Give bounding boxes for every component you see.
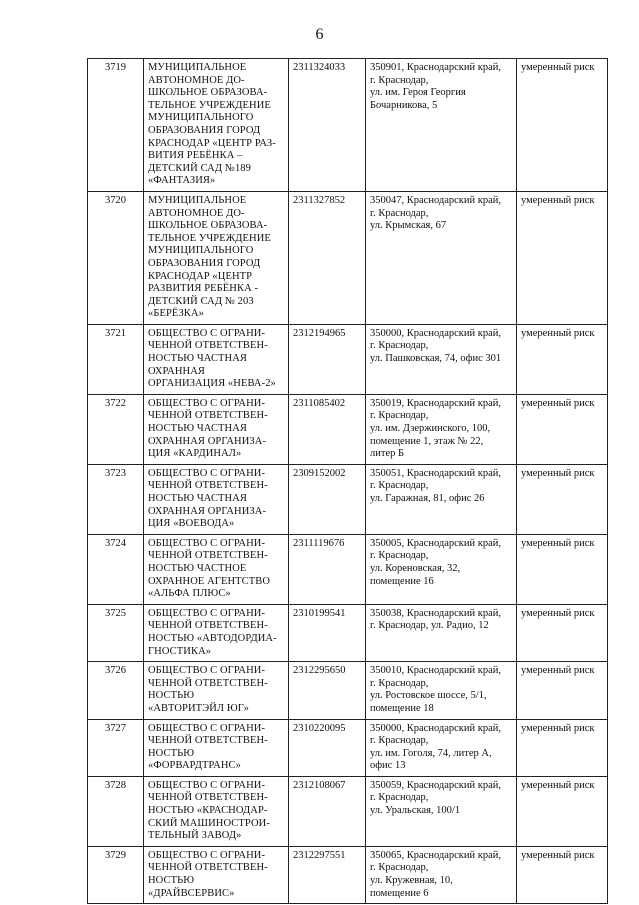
- address-line: ул. им. Дзержинского, 100,: [370, 423, 491, 435]
- address-line: помещение 18: [370, 702, 434, 714]
- organization-name: [144, 604, 289, 661]
- organization-name-line: ЧЕННОЙ ОТВЕТСТВЕН-: [148, 480, 268, 492]
- organization-name-line: НОСТЬЮ «АВТОДОРДИА-: [148, 632, 277, 644]
- organization-name-line: «ДРАЙВСЕРВИС»: [148, 887, 235, 899]
- organization-name-line: ЧЕННОЙ ОТВЕТСТВЕН-: [148, 550, 268, 562]
- organization-name-line: СКИЙ МАШИНОСТРОИ-: [148, 817, 270, 829]
- organization-name-line: ОБЩЕСТВО С ОГРАНИ-: [148, 779, 266, 791]
- organization-name-line: ОБЩЕСТВО С ОГРАНИ-: [148, 722, 266, 734]
- organization-name-line: ОХРАННАЯ: [148, 365, 205, 377]
- address-line: 350051, Краснодарский край,: [370, 467, 502, 479]
- row-number: 3725: [88, 604, 144, 661]
- registry-table: [87, 58, 608, 904]
- risk-category: умеренный риск: [517, 191, 608, 324]
- address: [366, 719, 517, 776]
- table-row: [88, 604, 608, 661]
- row-number: 3728: [88, 776, 144, 846]
- organization-name-line: ТЕЛЬНЫЙ ЗАВОД»: [148, 830, 242, 842]
- organization-name-line: ОБРАЗОВАНИЯ ГОРОД: [148, 124, 261, 136]
- organization-name-line: ОБЩЕСТВО С ОГРАНИ-: [148, 537, 266, 549]
- address-line: помещение 1, этаж № 22,: [370, 435, 484, 447]
- risk-category: умеренный риск: [517, 534, 608, 604]
- organization-name-line: ОХРАННАЯ ОРГАНИЗА-: [148, 505, 267, 517]
- risk-category: умеренный риск: [517, 59, 608, 192]
- address-line: ул. им. Гоголя, 74, литер А,: [370, 747, 492, 759]
- organization-name-line: ОХРАННОЕ АГЕНТСТВО: [148, 575, 271, 587]
- organization-name-line: МУНИЦИПАЛЬНОЕ: [148, 62, 247, 73]
- address-line: ул. Ростовское шоссе, 5/1,: [370, 690, 487, 702]
- inn-number: 2310220095: [289, 719, 366, 776]
- organization-name-line: ЧЕННОЙ ОТВЕТСТВЕН-: [148, 735, 268, 747]
- organization-name-line: НОСТЬЮ: [148, 747, 195, 759]
- table-row: [88, 394, 608, 464]
- address-line: 350901, Краснодарский край,: [370, 62, 502, 73]
- inn-number: 2309152002: [289, 464, 366, 534]
- organization-name: [144, 191, 289, 324]
- address-line: 350005, Краснодарский край,: [370, 537, 502, 549]
- organization-name-line: ШКОЛЬНОЕ ОБРАЗОВА-: [148, 220, 268, 232]
- address-line: ул. Гаражная, 81, офис 26: [370, 493, 485, 504]
- organization-name-line: ОБЩЕСТВО С ОГРАНИ-: [148, 467, 266, 479]
- address-line: 350065, Краснодарский край,: [370, 849, 502, 861]
- organization-name-line: НОСТЬЮ ЧАСТНАЯ: [148, 493, 248, 504]
- address-line: г. Краснодар,: [370, 340, 429, 352]
- organization-name-line: АВТОНОМНОЕ ДО-: [148, 74, 245, 86]
- organization-name-line: НОСТЬЮ ЧАСТНАЯ: [148, 353, 248, 365]
- organization-name-line: ЧЕННОЙ ОТВЕТСТВЕН-: [148, 340, 268, 352]
- organization-name-line: «ФОРВАРДТРАНС»: [148, 760, 241, 772]
- address-line: 350010, Краснодарский край,: [370, 665, 502, 677]
- organization-name: [144, 59, 289, 192]
- row-number: 3729: [88, 846, 144, 903]
- row-number: 3724: [88, 534, 144, 604]
- row-number: 3726: [88, 662, 144, 719]
- address: [366, 534, 517, 604]
- organization-name-line: ДЕТСКИЙ САД №189: [148, 162, 252, 174]
- address-line: г. Краснодар,: [370, 550, 429, 562]
- inn-number: 2312295650: [289, 662, 366, 719]
- row-number: 3723: [88, 464, 144, 534]
- address-line: помещение 6: [370, 887, 429, 899]
- organization-name-line: ДЕТСКИЙ САД № 203: [148, 295, 254, 307]
- organization-name-line: МУНИЦИПАЛЬНОГО: [148, 245, 254, 257]
- inn-number: 2310199541: [289, 604, 366, 661]
- address-line: г. Краснодар, ул. Радио, 12: [370, 620, 489, 632]
- risk-category: умеренный риск: [517, 846, 608, 903]
- organization-name-line: НОСТЬЮ: [148, 690, 195, 702]
- row-number: 3721: [88, 324, 144, 394]
- organization-name: [144, 394, 289, 464]
- organization-name-line: КРАСНОДАР «ЦЕНТР РАЗ-: [148, 137, 276, 149]
- organization-name-line: ЦИЯ «ВОЕВОДА»: [148, 518, 235, 530]
- address-line: ул. им. Героя Георгия: [370, 87, 466, 99]
- address-line: г. Краснодар,: [370, 792, 429, 804]
- organization-name-line: ОБЩЕСТВО С ОГРАНИ-: [148, 327, 266, 339]
- inn-number: 2311327852: [289, 191, 366, 324]
- risk-category: умеренный риск: [517, 604, 608, 661]
- inn-number: 2311085402: [289, 394, 366, 464]
- organization-name-line: ЧЕННОЙ ОТВЕТСТВЕН-: [148, 862, 268, 874]
- organization-name-line: ШКОЛЬНОЕ ОБРАЗОВА-: [148, 87, 268, 99]
- row-number: 3720: [88, 191, 144, 324]
- address: [366, 662, 517, 719]
- table-row: [88, 324, 608, 394]
- organization-name-line: ОБЩЕСТВО С ОГРАНИ-: [148, 849, 266, 861]
- address-line: г. Краснодар,: [370, 480, 429, 492]
- organization-name-line: «АВТОРИТЭЙЛ ЮГ»: [148, 702, 250, 714]
- organization-name-line: НОСТЬЮ ЧАСТНОЕ: [148, 562, 247, 574]
- address-line: ул. Уральская, 100/1: [370, 805, 461, 817]
- organization-name-line: ЧЕННОЙ ОТВЕТСТВЕН-: [148, 677, 268, 689]
- page-number: 6: [315, 26, 324, 43]
- organization-name-line: НОСТЬЮ ЧАСТНАЯ: [148, 423, 248, 435]
- address-line: Бочарникова, 5: [370, 99, 438, 111]
- organization-name-line: АВТОНОМНОЕ ДО-: [148, 207, 245, 219]
- address-line: г. Краснодар,: [370, 207, 429, 219]
- organization-name: [144, 534, 289, 604]
- address: [366, 191, 517, 324]
- organization-name-line: ОБЩЕСТВО С ОГРАНИ-: [148, 397, 266, 409]
- table-row: [88, 662, 608, 719]
- address-line: 350019, Краснодарский край,: [370, 397, 502, 409]
- address-line: г. Краснодар,: [370, 74, 429, 86]
- address-line: литер Б: [370, 448, 405, 460]
- organization-name-line: НОСТЬЮ «КРАСНОДАР-: [148, 805, 268, 817]
- inn-number: 2311324033: [289, 59, 366, 192]
- address-line: г. Краснодар,: [370, 735, 429, 747]
- row-number: 3727: [88, 719, 144, 776]
- address-line: г. Краснодар,: [370, 862, 429, 874]
- organization-name-line: ТЕЛЬНОЕ УЧРЕЖДЕНИЕ: [148, 99, 271, 111]
- organization-name-line: КРАСНОДАР «ЦЕНТР: [148, 270, 253, 282]
- risk-category: умеренный риск: [517, 394, 608, 464]
- risk-category: умеренный риск: [517, 662, 608, 719]
- address-line: 350000, Краснодарский край,: [370, 327, 502, 339]
- address-line: 350038, Краснодарский край,: [370, 607, 502, 619]
- organization-name-line: ЦИЯ «КАРДИНАЛ»: [148, 448, 242, 460]
- address-line: 350047, Краснодарский край,: [370, 194, 502, 206]
- address-line: помещение 16: [370, 575, 434, 587]
- address-line: г. Краснодар,: [370, 677, 429, 689]
- address: [366, 776, 517, 846]
- inn-number: 2312297551: [289, 846, 366, 903]
- organization-name-line: ВИТИЯ РЕБЁНКА –: [148, 150, 243, 162]
- inn-number: 2311119676: [289, 534, 366, 604]
- table-row: [88, 776, 608, 846]
- organization-name-line: ОРГАНИЗАЦИЯ «НЕВА-2»: [148, 378, 276, 390]
- address: [366, 59, 517, 192]
- address: [366, 394, 517, 464]
- organization-name-line: «БЕРЁЗКА»: [148, 308, 204, 320]
- inn-number: 2312108067: [289, 776, 366, 846]
- organization-name: [144, 324, 289, 394]
- organization-name-line: ОХРАННАЯ ОРГАНИЗА-: [148, 435, 267, 447]
- address: [366, 324, 517, 394]
- organization-name-line: ЧЕННОЙ ОТВЕТСТВЕН-: [148, 620, 268, 632]
- address: [366, 604, 517, 661]
- address: [366, 846, 517, 903]
- organization-name-line: ТЕЛЬНОЕ УЧРЕЖДЕНИЕ: [148, 232, 271, 244]
- address: [366, 464, 517, 534]
- risk-category: умеренный риск: [517, 719, 608, 776]
- organization-name-line: МУНИЦИПАЛЬНОЕ: [148, 194, 247, 206]
- organization-name-line: МУНИЦИПАЛЬНОГО: [148, 112, 254, 124]
- organization-name: [144, 719, 289, 776]
- organization-name: [144, 776, 289, 846]
- organization-name: [144, 846, 289, 903]
- address-line: г. Краснодар,: [370, 410, 429, 422]
- address-line: ул. Крымская, 67: [370, 220, 447, 232]
- table-row: [88, 464, 608, 534]
- table-row: [88, 846, 608, 903]
- address-line: ул. Пашковская, 74, офис 301: [370, 353, 502, 365]
- table-row: [88, 534, 608, 604]
- inn-number: 2312194965: [289, 324, 366, 394]
- organization-name-line: ОБРАЗОВАНИЯ ГОРОД: [148, 257, 261, 269]
- risk-category: умеренный риск: [517, 324, 608, 394]
- table-row: [88, 719, 608, 776]
- organization-name-line: ЧЕННОЙ ОТВЕТСТВЕН-: [148, 792, 268, 804]
- address-line: 350000, Краснодарский край,: [370, 722, 502, 734]
- address-line: 350059, Краснодарский край,: [370, 779, 502, 791]
- risk-category: умеренный риск: [517, 776, 608, 846]
- organization-name-line: ГНОСТИКА»: [148, 645, 212, 657]
- organization-name-line: «АЛЬФА ПЛЮС»: [148, 588, 231, 600]
- organization-name-line: ЧЕННОЙ ОТВЕТСТВЕН-: [148, 410, 268, 422]
- risk-category: умеренный риск: [517, 464, 608, 534]
- organization-name: [144, 464, 289, 534]
- row-number: 3722: [88, 394, 144, 464]
- table-row: [88, 191, 608, 324]
- row-number: 3719: [88, 59, 144, 192]
- organization-name-line: НОСТЬЮ: [148, 875, 195, 887]
- address-line: ул. Кружевная, 10,: [370, 875, 453, 887]
- table-row: [88, 59, 608, 192]
- organization-name-line: ОБЩЕСТВО С ОГРАНИ-: [148, 665, 266, 677]
- organization-name: [144, 662, 289, 719]
- organization-name-line: ОБЩЕСТВО С ОГРАНИ-: [148, 607, 266, 619]
- organization-name-line: РАЗВИТИЯ РЕБЁНКА -: [148, 283, 259, 295]
- address-line: офис 13: [370, 760, 406, 772]
- address-line: ул. Кореновская, 32,: [370, 562, 461, 574]
- organization-name-line: «ФАНТАЗИЯ»: [148, 175, 216, 187]
